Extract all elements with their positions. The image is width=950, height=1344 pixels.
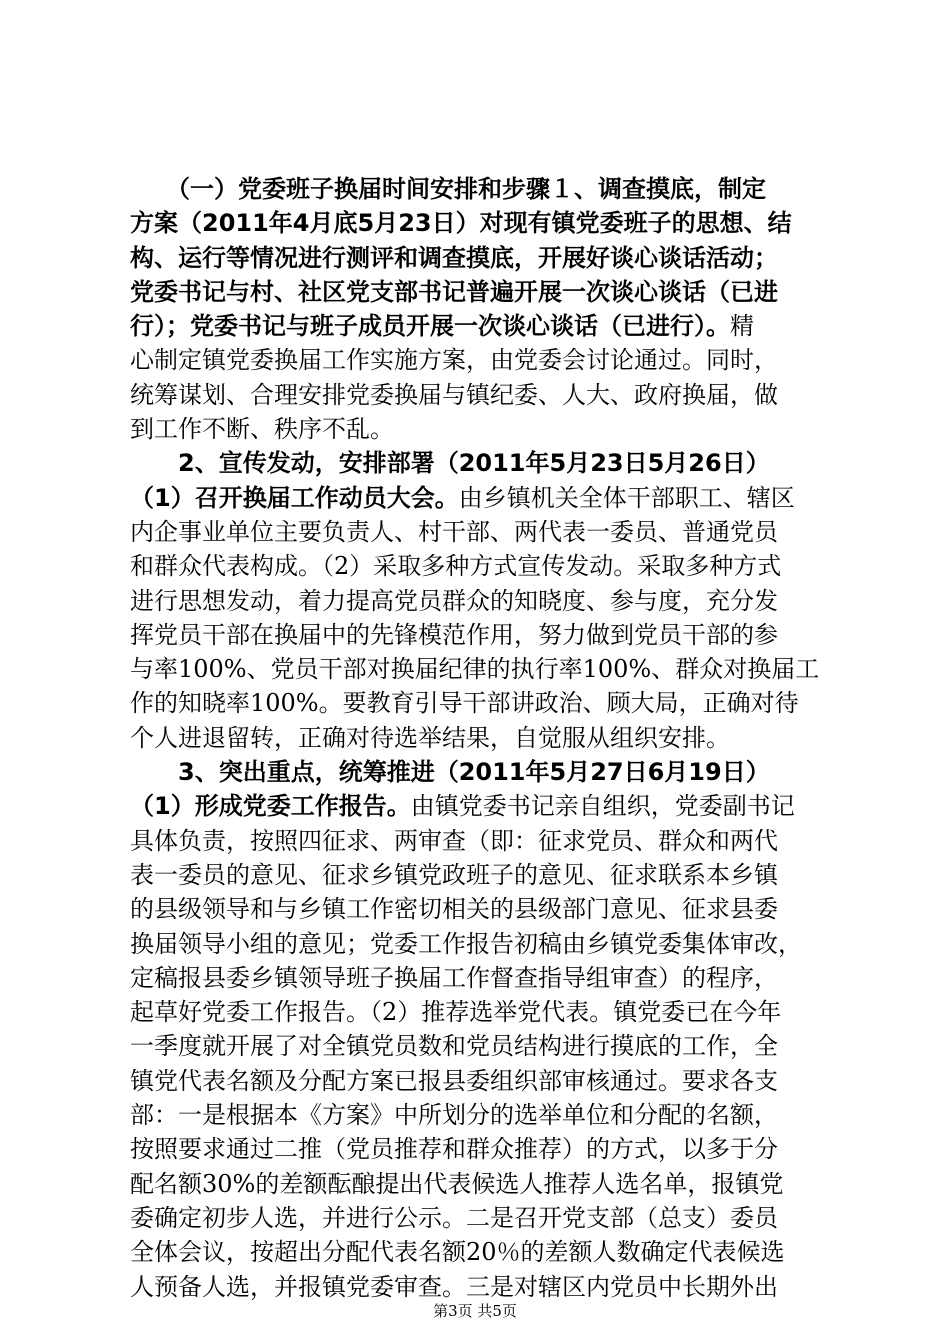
text-line xyxy=(130,824,840,858)
text-line xyxy=(130,172,840,206)
bold-text: （一）党委班子换届时间安排和步骤１、调查摸底，制定 xyxy=(130,175,766,203)
text-line xyxy=(130,1201,840,1235)
text-line xyxy=(130,995,840,1029)
regular-text: 内企事业单位主要负责人、村干部、两代表一委员、普通党员 xyxy=(130,517,778,546)
regular-text: 配名额30%的差额酝酿提出代表候选人推荐人选名单，报镇党 xyxy=(130,1169,784,1198)
bold-text: 构、运行等情况进行测评和调查摸底，开展好谈心谈话活动； xyxy=(130,243,778,272)
text-line xyxy=(130,1235,840,1269)
bold-text: 2、宣传发动，安排部署（2011年5月23日5月26日） xyxy=(130,449,770,478)
text-line xyxy=(130,343,840,377)
regular-text: 按照要求通过二推（党员推荐和群众推荐）的方式，以多于分 xyxy=(130,1135,778,1164)
text-line xyxy=(130,446,840,480)
text-line xyxy=(130,309,840,343)
regular-text: 心制定镇党委换届工作实施方案，由党委会讨论通过。同时， xyxy=(130,346,778,375)
text-line xyxy=(130,961,840,995)
text-line xyxy=(130,927,840,961)
text-line xyxy=(130,1270,840,1304)
bold-text: 行）；党委书记与班子成员开展一次谈心谈话（已进行）。 xyxy=(130,312,730,341)
text-line xyxy=(130,755,840,789)
text-line xyxy=(130,1098,840,1132)
text-line xyxy=(130,1132,840,1166)
text-line xyxy=(130,412,840,446)
bold-text: 3、突出重点，统筹推进（2011年5月27日6月19日） xyxy=(130,758,770,787)
bold-text: （1）召开换届工作动员大会。 xyxy=(130,483,459,512)
regular-text: 镇党代表名额及分配方案已报县委组织部审核通过。要求各支 xyxy=(130,1066,778,1095)
text-line xyxy=(130,721,840,755)
text-line xyxy=(130,686,840,720)
bold-text: （1）形成党委工作报告。 xyxy=(130,792,411,821)
regular-text: 表一委员的意见、征求乡镇党政班子的意见、征求联系本乡镇 xyxy=(130,860,778,889)
regular-text: 具体负责，按照四征求、两审查（即：征求党员、群众和两代 xyxy=(130,826,778,855)
regular-text: 到工作不断、秩序不乱。 xyxy=(130,415,394,444)
text-line xyxy=(130,378,840,412)
regular-text: 和群众代表构成。（2）采取多种方式宣传发动。采取多种方式 xyxy=(130,552,782,581)
page-footer: 第3页 共5页 xyxy=(433,1302,517,1320)
text-line xyxy=(130,892,840,926)
regular-text: 由镇党委书记亲自组织，党委副书记 xyxy=(410,792,795,821)
text-line xyxy=(130,481,840,515)
regular-text: 换届领导小组的意见；党委工作报告初稿由乡镇党委集体审改， xyxy=(130,929,802,958)
regular-text: 定稿报县委乡镇领导班子换届工作督查指导组审查）的程序， xyxy=(130,963,778,992)
regular-text: 一季度就开展了对全镇党员数和党员结构进行摸底的工作，全 xyxy=(130,1032,778,1061)
regular-text: 与率100%、党员干部对换届纪律的执行率100%、群众对换届工 xyxy=(130,655,820,684)
text-line xyxy=(130,1167,840,1201)
regular-text: 精 xyxy=(730,312,754,341)
text-line xyxy=(130,1064,840,1098)
text-line xyxy=(130,275,840,309)
text-line xyxy=(130,584,840,618)
regular-text: 个人进退留转，正确对待选举结果，自觉服从组织安排。 xyxy=(130,723,730,752)
regular-text: 进行思想发动，着力提高党员群众的知晓度、参与度，充分发 xyxy=(130,586,778,615)
text-line xyxy=(130,241,840,275)
regular-text: 的县级领导和与乡镇工作密切相关的县级部门意见、征求县委 xyxy=(130,895,778,924)
regular-text: 作的知晓率100%。要教育引导干部讲政治、顾大局，正确对待 xyxy=(130,689,799,718)
text-line xyxy=(130,858,840,892)
regular-text: 由乡镇机关全体干部职工、辖区 xyxy=(458,483,795,512)
regular-text: 统筹谋划、合理安排党委换届与镇纪委、人大、政府换届，做 xyxy=(130,380,778,409)
body-text xyxy=(130,172,840,1304)
regular-text: 人预备人选，并报镇党委审查。三是对辖区内党员中长期外出 xyxy=(130,1272,778,1301)
regular-text: 部：一是根据本《方案》中所划分的选举单位和分配的名额， xyxy=(130,1101,778,1130)
text-line xyxy=(130,549,840,583)
regular-text: 起草好党委工作报告。（2）推荐选举党代表。镇党委已在今年 xyxy=(130,998,782,1027)
text-line xyxy=(130,789,840,823)
text-line xyxy=(130,206,840,240)
text-line xyxy=(130,652,840,686)
text-line xyxy=(130,515,840,549)
text-line xyxy=(130,618,840,652)
regular-text: 委确定初步人选，并进行公示。二是召开党支部（总支）委员 xyxy=(130,1203,778,1232)
text-line xyxy=(130,1029,840,1063)
bold-text: 方案（2011年4月底5月23日）对现有镇党委班子的思想、结 xyxy=(130,209,792,238)
regular-text: 全体会议，按超出分配代表名额20％的差额人数确定代表候选 xyxy=(130,1238,785,1267)
regular-text: 挥党员干部在换届中的先锋模范作用，努力做到党员干部的参 xyxy=(130,620,778,649)
bold-text: 党委书记与村、社区党支部书记普遍开展一次谈心谈话（已进 xyxy=(130,277,778,306)
